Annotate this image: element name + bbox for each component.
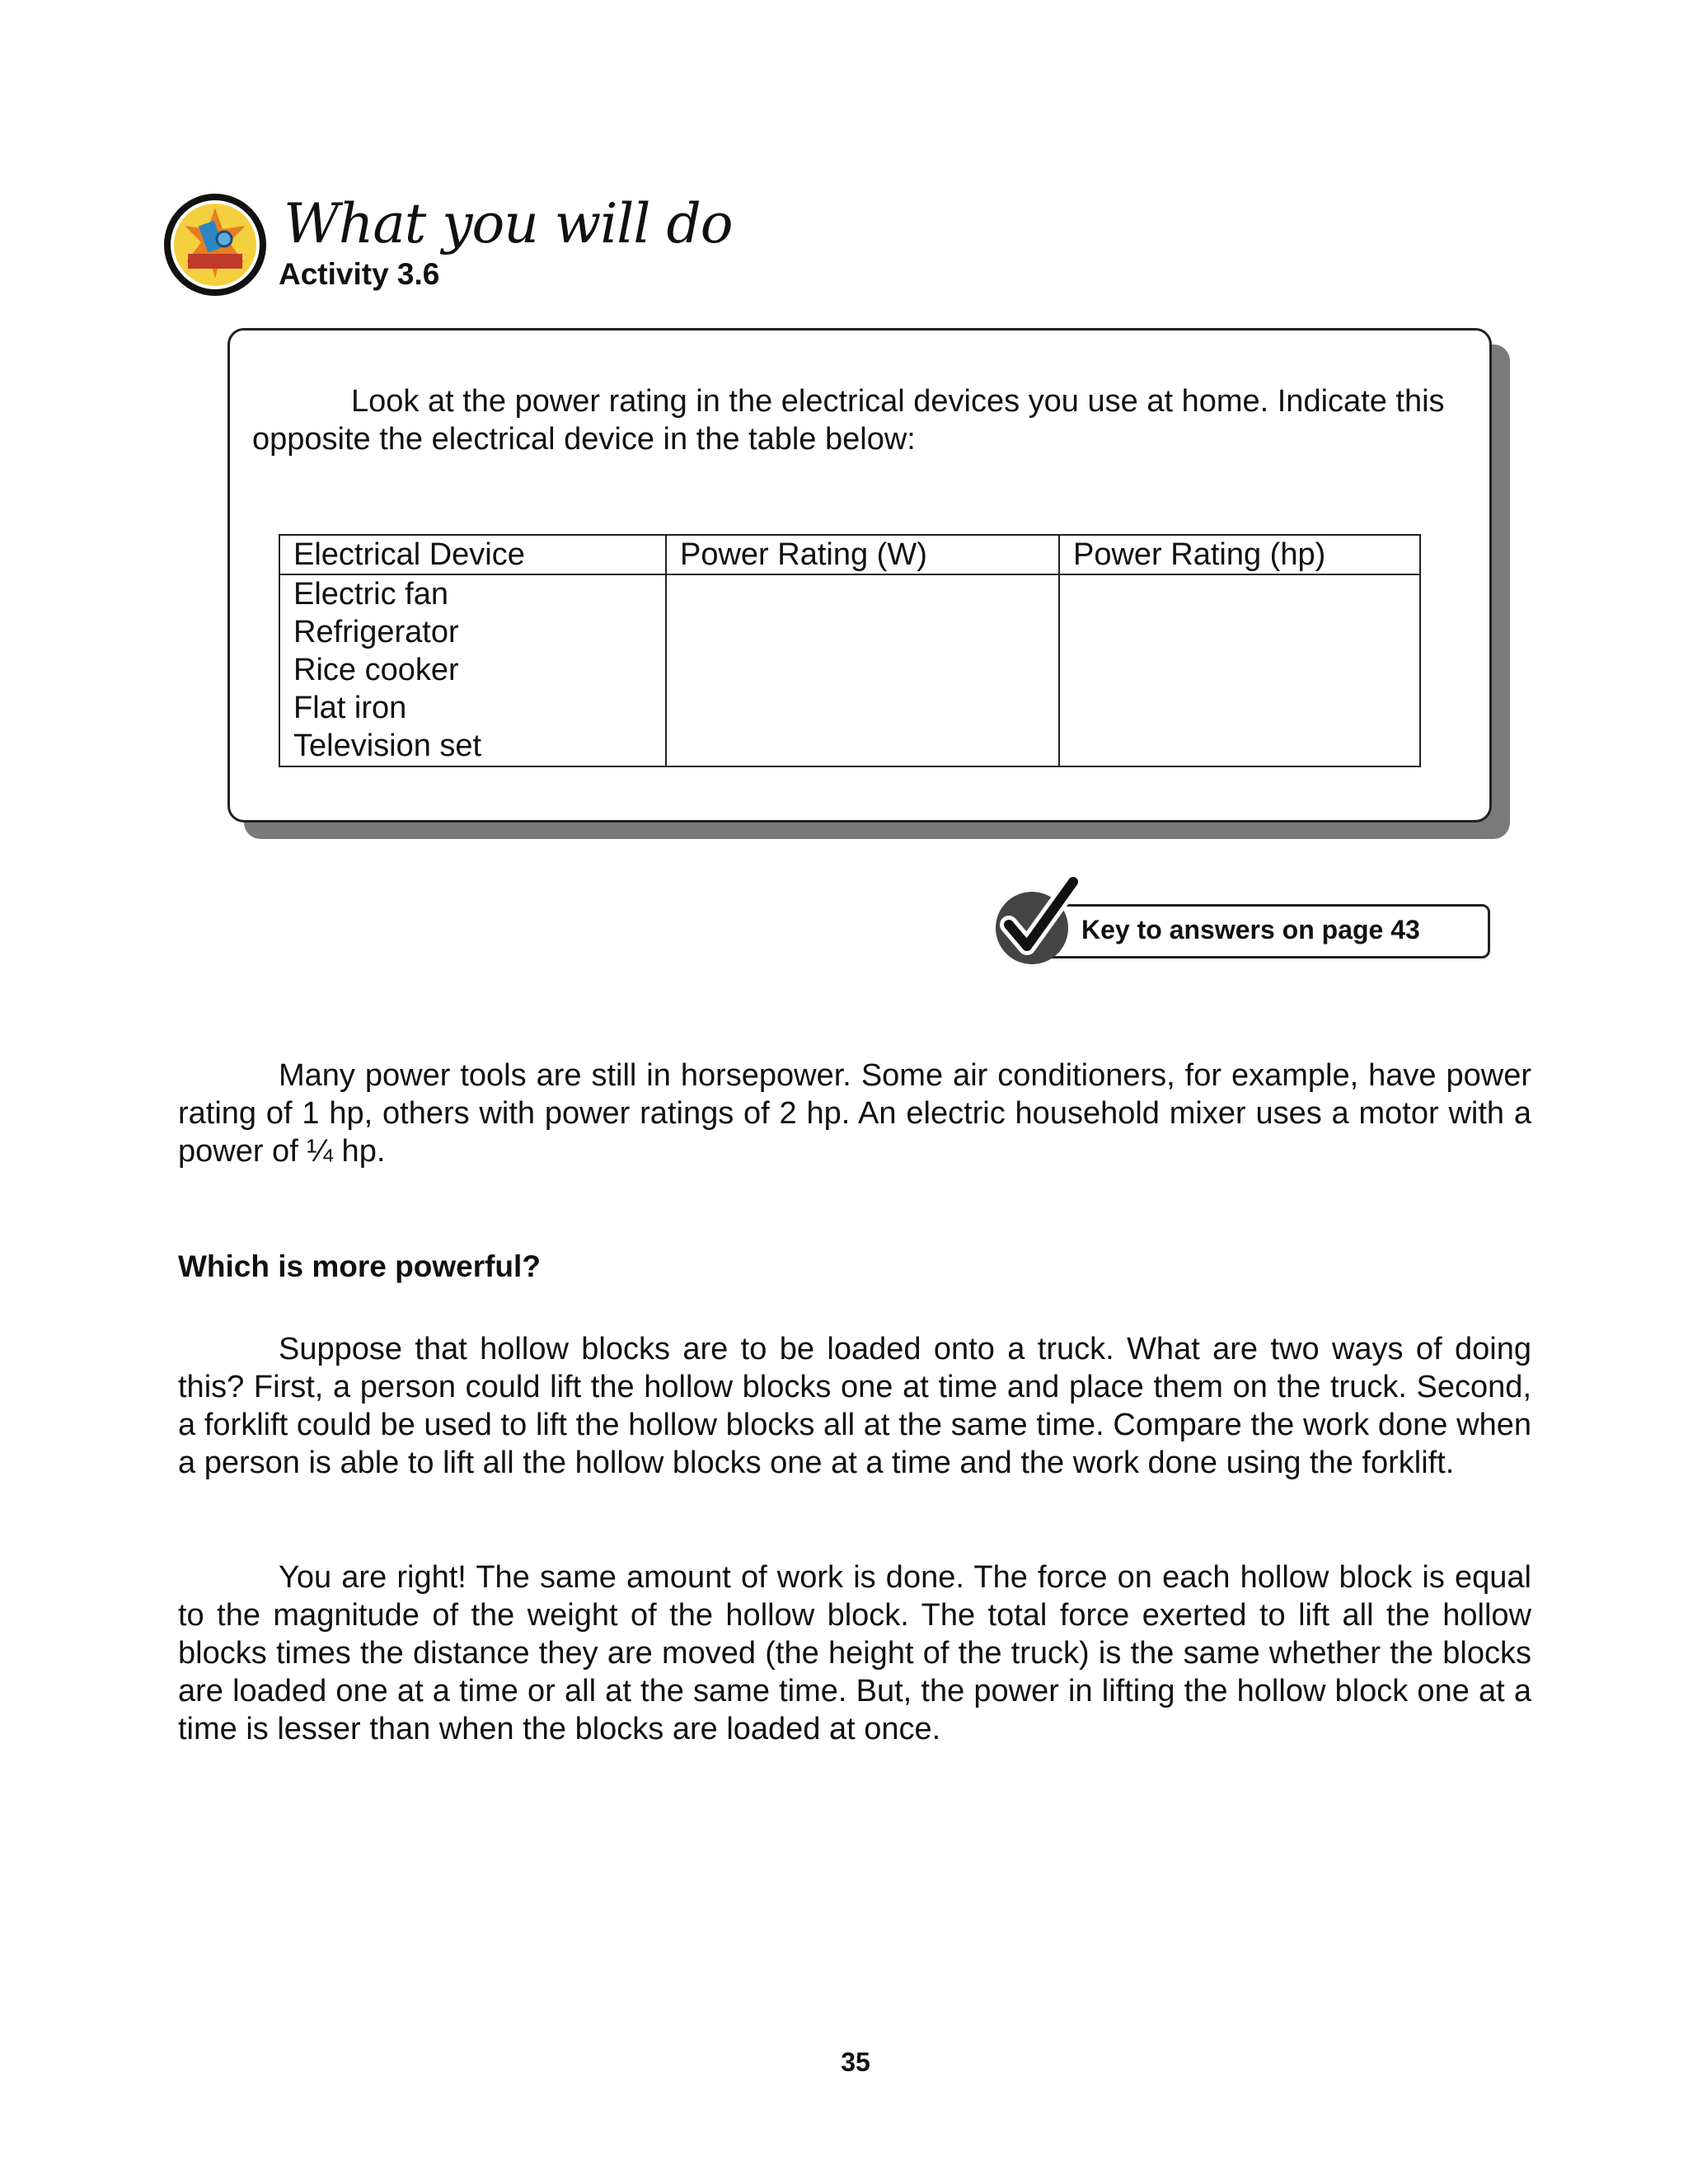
paragraph-hollow-blocks: Suppose that hollow blocks are to be loaded onto a truck. What are two ways of doing this? First, a person could lift the hollow blocks one at time and place them on the truck. Second, a forklift could be used to lift the hollow blocks all at the same time. Compare the work done when a person is able to lift all the hollow blocks one at a time and the work done using the forklift. (178, 1332, 1531, 1480)
header-power-w: Power Rating (W) (666, 535, 1059, 574)
key-to-answers-text[interactable]: Key to answers on page 43 (1081, 915, 1420, 944)
paragraph-same-work: You are right! The same amount of work is done. The force on each hollow block is equal to the magnitude of the weight of the hollow block. The total force exerted to lift all the hollow blocks times the distance they are moved (the height of the truck) is the same whether the blocks are loaded one at a time or all at the same time. But, the power in lifting the hollow block one at a time is lesser than when the blocks are loaded at once. (178, 1560, 1531, 1746)
checkmark-icon (994, 874, 1086, 969)
power-hp-cell[interactable] (1059, 574, 1420, 766)
power-w-cell[interactable] (666, 574, 1059, 766)
page-number: 35 (841, 2047, 870, 2077)
activity-instruction: Look at the power rating in the electrical devices you use at home. Indicate this opposite the electrical device in the table below: (252, 384, 1445, 457)
science-activity-icon (163, 193, 267, 297)
power-rating-table (279, 534, 1421, 767)
device-refrigerator: Refrigerator (293, 615, 459, 649)
subheading: Which is more powerful? (178, 1249, 541, 1283)
header-power-hp: Power Rating (hp) (1059, 535, 1420, 574)
device-rice-cooker: Rice cooker (293, 653, 459, 687)
device-electric-fan: Electric fan (293, 577, 448, 612)
paragraph-horsepower: Many power tools are still in horsepower. Some air conditioners, for example, have power rating of 1 hp, others with power ratings of 2 hp. An electric household mixer uses a motor with a power of ¼ hp. (178, 1058, 1531, 1169)
device-television-set: Television set (293, 729, 482, 763)
header-device: Electrical Device (279, 535, 666, 574)
table-header-row (279, 535, 1420, 574)
activity-label: Activity 3.6 (279, 257, 440, 291)
section-title: What you will do (284, 192, 733, 255)
table-row (279, 574, 1420, 766)
device-flat-iron: Flat iron (293, 691, 407, 725)
device-list-cell (279, 574, 666, 766)
